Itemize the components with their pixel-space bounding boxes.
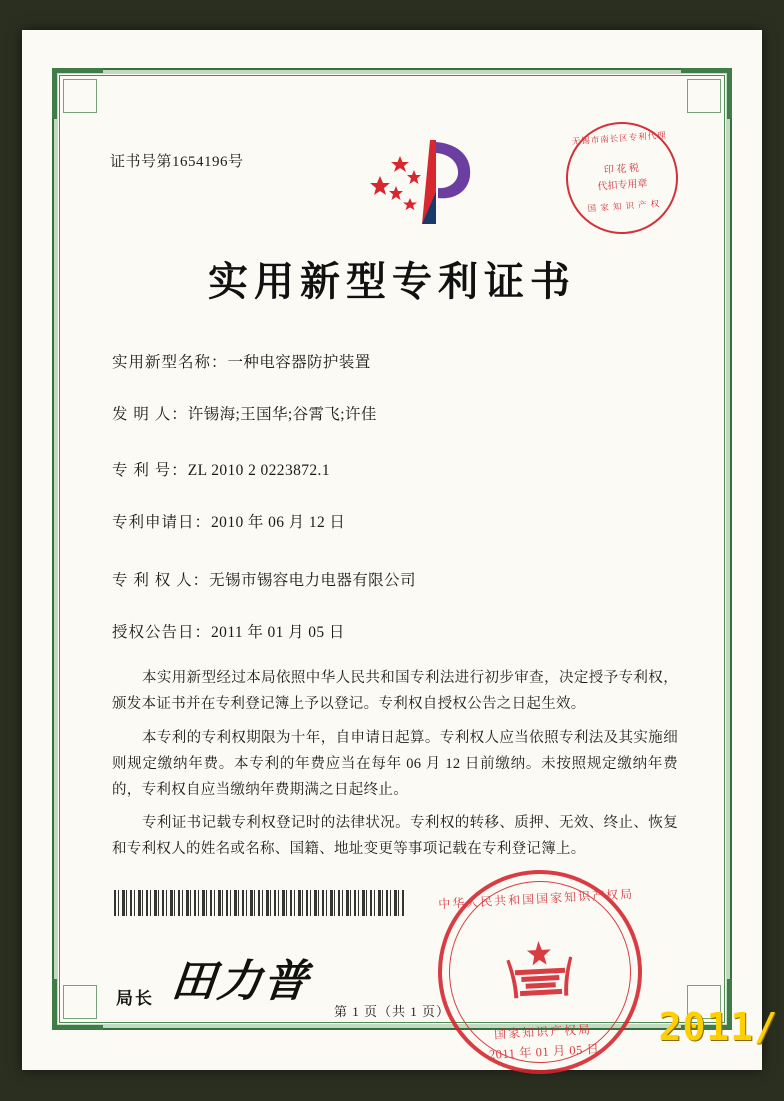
signature-block — [116, 945, 313, 1009]
field-invention-name — [112, 350, 682, 372]
seal-line-3: 国 家 知 识 产 权 — [587, 198, 661, 214]
stamp-duty-seal — [562, 118, 682, 238]
seal-date: 2011 年 01 月 05 日 — [488, 1042, 600, 1062]
field-value: 无锡市锡容电力电器有限公司 — [209, 572, 416, 589]
field-value: 一种电容器防护装置 — [227, 354, 371, 371]
field-label: 授权公告日： — [112, 624, 212, 641]
field-value: 2010 年 06 月 12 日 — [211, 514, 346, 531]
sipo-logo-icon — [352, 132, 492, 232]
barcode — [114, 890, 404, 916]
field-value: 许锡海;王国华;谷霄飞;许佳 — [187, 406, 377, 423]
field-value: 2011 年 01 月 05 日 — [211, 624, 345, 641]
seal-line-2: 代扣专用章 — [597, 178, 648, 193]
signature-label: 局长 — [116, 989, 154, 1008]
official-seal — [433, 865, 647, 1079]
certificate-paper — [22, 30, 762, 1070]
field-patentee — [112, 568, 682, 590]
paragraph-1: 本实用新型经过本局依照中华人民共和国专利法进行初步审查，决定授予专利权，颁发本证书并在专利登记簿上予以登记。专利权自授权公告之日起生效。 — [112, 670, 678, 712]
certificate-content — [82, 100, 702, 1062]
signature-name: 田力普 — [168, 957, 313, 1006]
field-grant-date — [112, 620, 682, 642]
field-label: 专 利 权 人： — [112, 572, 210, 589]
field-label: 发 明 人： — [112, 406, 188, 423]
seal-arc-text: 无锡市南长区专利代理 — [571, 129, 667, 147]
certificate-number: 证书号第1654196号 — [110, 154, 244, 170]
field-patent-number — [112, 458, 682, 480]
page-footer: 第 1 页（共 1 页） — [333, 1004, 450, 1019]
field-label: 专 利 号： — [112, 462, 188, 479]
seal-top-arc-text: 中华人民共和国国家知识产权局 — [437, 886, 635, 912]
field-label: 实用新型名称： — [112, 354, 228, 371]
national-emblem-icon — [499, 937, 580, 1007]
paragraph-3: 专利证书记载专利权登记时的法律状况。专利权的转移、质押、无效、终止、恢复和专利权人的姓名或名称、国籍、地址变更等事项记载在专利登记簿上。 — [112, 815, 678, 857]
paragraph-2: 本专利的专利权期限为十年，自申请日起算。专利权人应当依照专利法及其实施细则规定缴纳年费。本专利的年费应当在每年 06 月 12 日前缴纳。未按照规定缴纳年费的，专利权自应当缴纳年费期满之日起终止。 — [112, 730, 678, 798]
seal-bottom-arc-text: 国家知识产权局 — [493, 1022, 593, 1042]
field-application-date — [112, 510, 682, 532]
seal-line-1: 印 花 税 — [603, 162, 640, 177]
field-label: 专利申请日： — [112, 514, 212, 531]
field-value: ZL 2010 2 0223872.1 — [187, 462, 330, 479]
page-title: 实用新型专利证书 — [208, 259, 576, 304]
field-inventors — [112, 402, 682, 424]
camera-datestamp: 2011/ — [658, 1005, 778, 1049]
